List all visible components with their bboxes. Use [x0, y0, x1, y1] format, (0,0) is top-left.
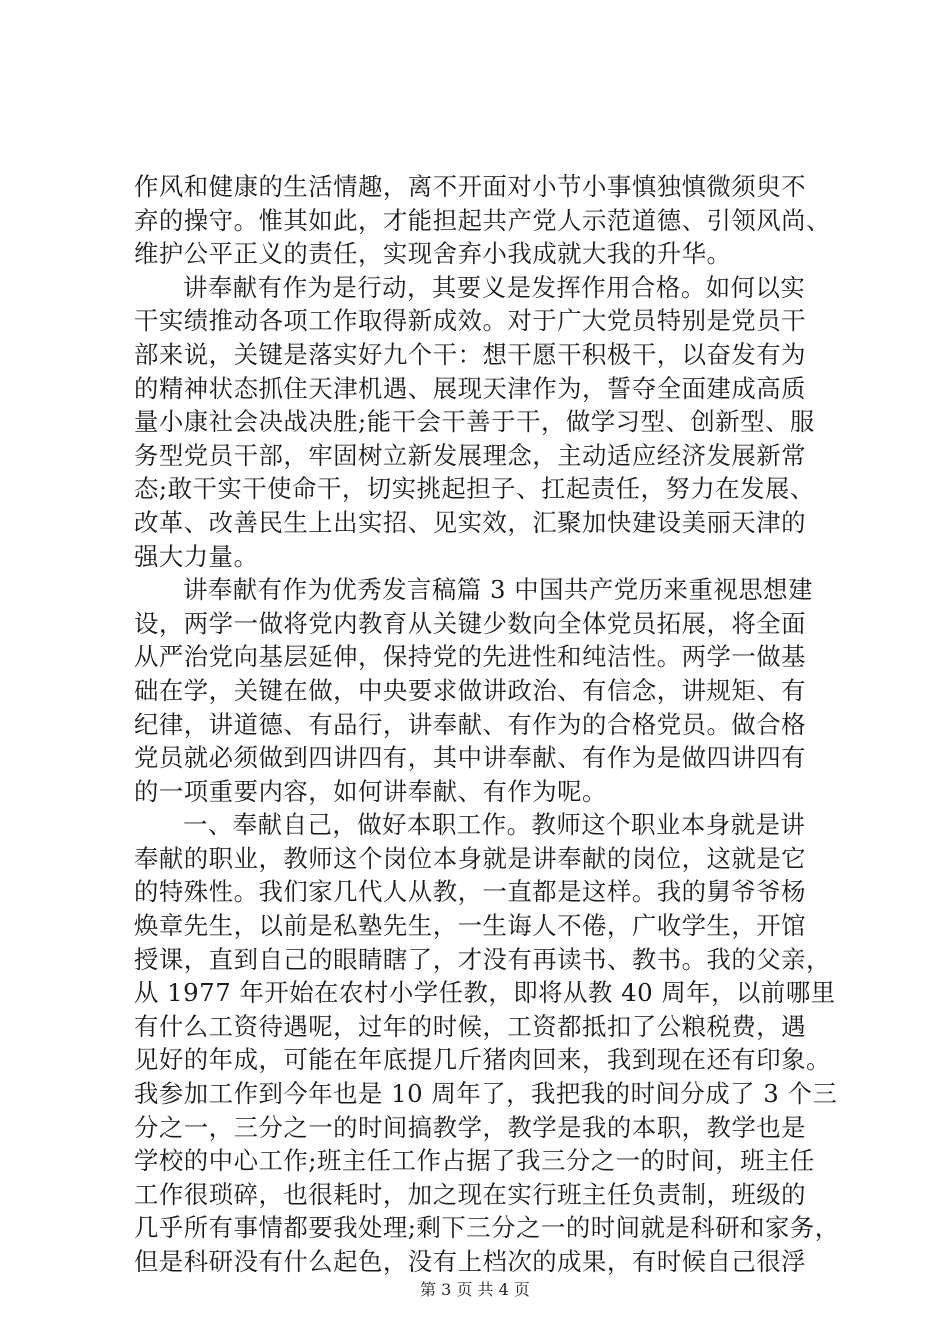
text-line: 讲奉献有作为是行动，其要义是发挥作用合格。如何以实	[183, 272, 806, 302]
text-line: 分之一，三分之一的时间搞教学，教学是我的本职，教学也是	[134, 1112, 807, 1142]
text-line: 从 1977 年开始在农村小学任教，即将从教 40 周年，以前哪里	[134, 978, 836, 1008]
text-line: 从严治党向基层延伸，保持党的先进性和纯洁性。两学一做基	[134, 642, 807, 672]
text-line: 但是科研没有什么起色，没有上档次的成果，有时候自己很浮	[134, 1247, 807, 1276]
text-line: 改革、改善民生上出实招、见实效，汇聚加快建设美丽天津的	[134, 507, 807, 537]
text-line: 工作很琐碎，也很耗时，加之现在实行班主任负责制，班级的	[134, 1179, 807, 1209]
text-line: 我参加工作到今年也是 10 周年了，我把我的时间分成了 3 个三	[134, 1079, 838, 1109]
text-line: 强大力量。	[134, 541, 259, 571]
text-line: 授课，直到自己的眼睛瞎了，才没有再读书、教书。我的父亲，	[134, 944, 831, 974]
text-line: 弃的操守。惟其如此，才能担起共产党人示范道德、引领风尚、	[134, 205, 831, 235]
text-line: 有什么工资待遇呢，过年的时候，工资都抵扣了公粮税费，遇	[134, 1011, 807, 1041]
text-line: 设，两学一做将党内教育从关键少数向全体党员拓展，将全面	[134, 608, 807, 638]
text-line: 干实绩推动各项工作取得新成效。对于广大党员特别是党员干	[134, 306, 807, 336]
text-line: 几乎所有事情都要我处理;剩下三分之一的时间就是科研和家务，	[134, 1213, 840, 1243]
text-line: 的一项重要内容，如何讲奉献、有作为呢。	[134, 776, 607, 806]
text-line: 态;敢干实干使命干，切实挑起担子、扛起责任，努力在发展、	[134, 474, 815, 504]
text-line: 的特殊性。我们家几代人从教，一直都是这样。我的舅爷爷杨	[134, 877, 807, 907]
text-line: 学校的中心工作;班主任工作占据了我三分之一的时间，班主任	[134, 1146, 815, 1176]
text-line: 见好的年成，可能在年底提几斤猪肉回来，我到现在还有印象。	[134, 1045, 831, 1075]
text-line: 焕章先生，以前是私塾先生，一生诲人不倦，广收学生，开馆	[134, 911, 807, 941]
text-line: 党员就必须做到四讲四有，其中讲奉献、有作为是做四讲四有	[134, 743, 807, 773]
text-line: 量小康社会决战决胜;能干会干善于干，做学习型、创新型、服	[134, 407, 815, 437]
text-line: 维护公平正义的责任，实现舍弃小我成就大我的升华。	[134, 239, 732, 269]
text-line: 础在学，关键在做，中央要求做讲政治、有信念，讲规矩、有	[134, 675, 807, 705]
text-line: 的精神状态抓住天津机遇、展现天津作为，誓夺全面建成高质	[134, 373, 807, 403]
text-line: 纪律，讲道德、有品行，讲奉献、有作为的合格党员。做合格	[134, 709, 807, 739]
text-line: 作风和健康的生活情趣，离不开面对小节小事慎独慎微须臾不	[134, 172, 807, 201]
text-line: 一、奉献自己，做好本职工作。教师这个职业本身就是讲	[183, 810, 806, 840]
text-line: 部来说，关键是落实好九个干：想干愿干积极干，以奋发有为	[134, 339, 807, 369]
page-footer: 第 3 页 共 4 页	[420, 1280, 530, 1299]
body-text	[134, 170, 840, 1279]
text-line: 务型党员干部，牢固树立新发展理念，主动适应经济发展新常	[134, 440, 807, 470]
text-line: 讲奉献有作为优秀发言稿篇 3 中国共产党历来重视思想建	[183, 575, 813, 605]
text-line: 奉献的职业，教师这个岗位本身就是讲奉献的岗位，这就是它	[134, 843, 807, 873]
